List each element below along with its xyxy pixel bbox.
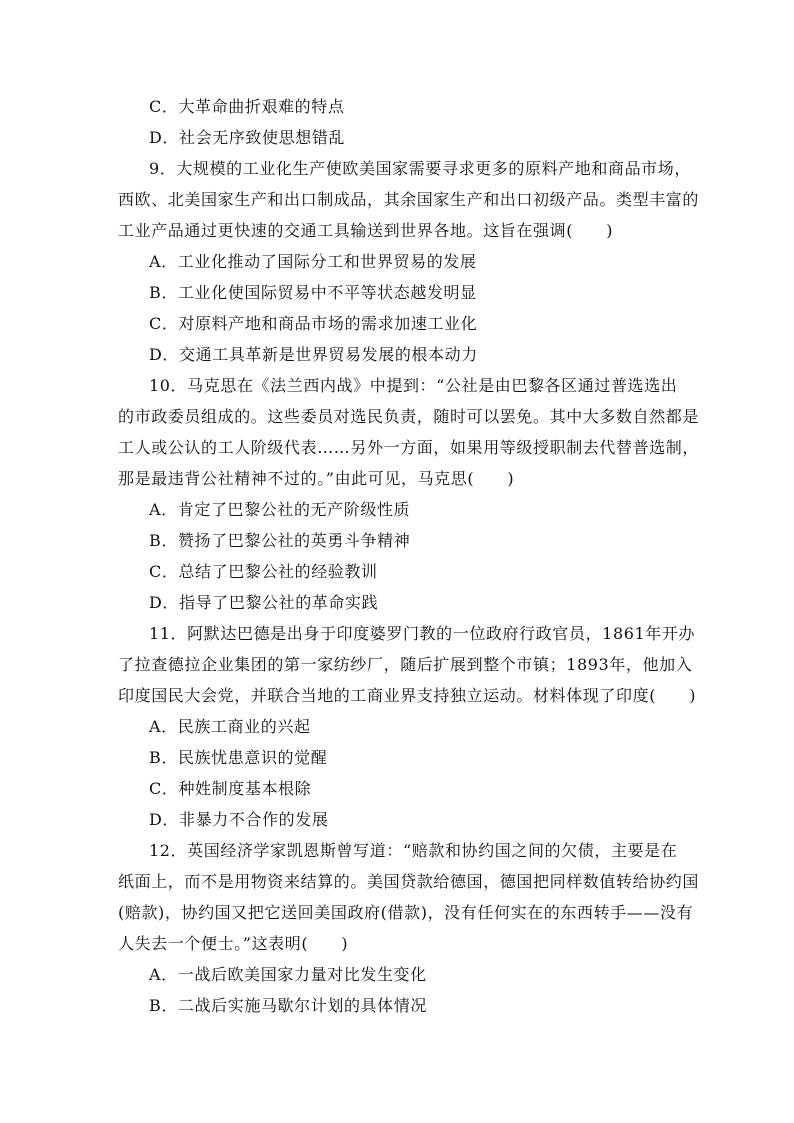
q10-stem-line-3: 工人或公认的工人阶级代表……另外一方面，如果用等级授职制去代替普选制， [118, 438, 700, 457]
q10-option-d: D．指导了巴黎公社的革命实践 [149, 593, 379, 612]
q9-stem-line-3: 工业产品通过更快速的交通工具输送到世界各地。这旨在强调( ) [118, 221, 614, 240]
q10-option-c: C．总结了巴黎公社的经验教训 [149, 562, 378, 581]
q9-stem-line-2: 西欧、北美国家生产和出口制成品，其余国家生产和出口初级产品。类型丰富的 [118, 190, 700, 209]
q9-option-a: A．工业化推动了国际分工和世界贸易的发展 [149, 252, 477, 271]
q8-option-c: C．大革命曲折艰难的特点 [149, 97, 345, 116]
q11-option-b: B．民族忧患意识的觉醒 [149, 748, 328, 767]
q12-option-b: B．二战后实施马歇尔计划的具体情况 [149, 996, 427, 1015]
q11-option-c: C．种姓制度基本根除 [149, 779, 312, 798]
q11-stem-line-1: 11．阿默达巴德是出身于印度婆罗门教的一位政府行政官员，1861年开办 [149, 624, 696, 643]
q9-option-c: C．对原料产地和商品市场的需求加速工业化 [149, 314, 478, 333]
q10-stem-line-2: 的市政委员组成的。这些委员对选民负责，随时可以罢免。其中大多数自然都是 [118, 407, 700, 426]
q9-option-d: D．交通工具革新是世界贸易发展的根本动力 [149, 345, 478, 364]
q10-option-a: A．肯定了巴黎公社的无产阶级性质 [149, 500, 411, 519]
q8-option-d: D．社会无序致使思想错乱 [149, 128, 346, 147]
q9-stem-line-1: 9．大规模的工业化生产使欧美国家需要寻求更多的原料产地和商品市场， [149, 159, 691, 178]
q10-option-b: B．赞扬了巴黎公社的英勇斗争精神 [149, 531, 411, 550]
q12-stem-line-3: (赔款)，协约国又把它送回美国政府(借款)，没有任何实在的东西转手——没有 [118, 903, 694, 922]
q10-stem-line-1: 10．马克思在《法兰西内战》中提到：“公社是由巴黎各区通过普选选出 [149, 376, 678, 395]
q11-stem-line-3: 印度国民大会党，并联合当地的工商业界支持独立运动。材料体现了印度( ) [118, 686, 697, 705]
q11-option-d: D．非暴力不合作的发展 [149, 810, 329, 829]
q12-stem-line-1: 12．英国经济学家凯恩斯曾写道：“赔款和协约国之间的欠债，主要是在 [149, 841, 678, 860]
q12-option-a: A．一战后欧美国家力量对比发生变化 [149, 965, 427, 984]
q12-stem-line-2: 纸面上，而不是用物资来结算的。美国贷款给德国，德国把同样数值转给协约国 [118, 872, 700, 891]
q9-option-b: B．工业化使国际贸易中不平等状态越发明显 [149, 283, 477, 302]
q11-option-a: A．民族工商业的兴起 [149, 717, 311, 736]
q11-stem-line-2: 了拉查德拉企业集团的第一家纺纱厂，随后扩展到整个市镇；1893年，他加入 [118, 655, 693, 674]
q12-stem-line-4: 人失去一个便士。”这表明( ) [118, 934, 349, 953]
q10-stem-line-4: 那是最违背公社精神不过的。”由此可见，马克思( ) [118, 469, 515, 488]
